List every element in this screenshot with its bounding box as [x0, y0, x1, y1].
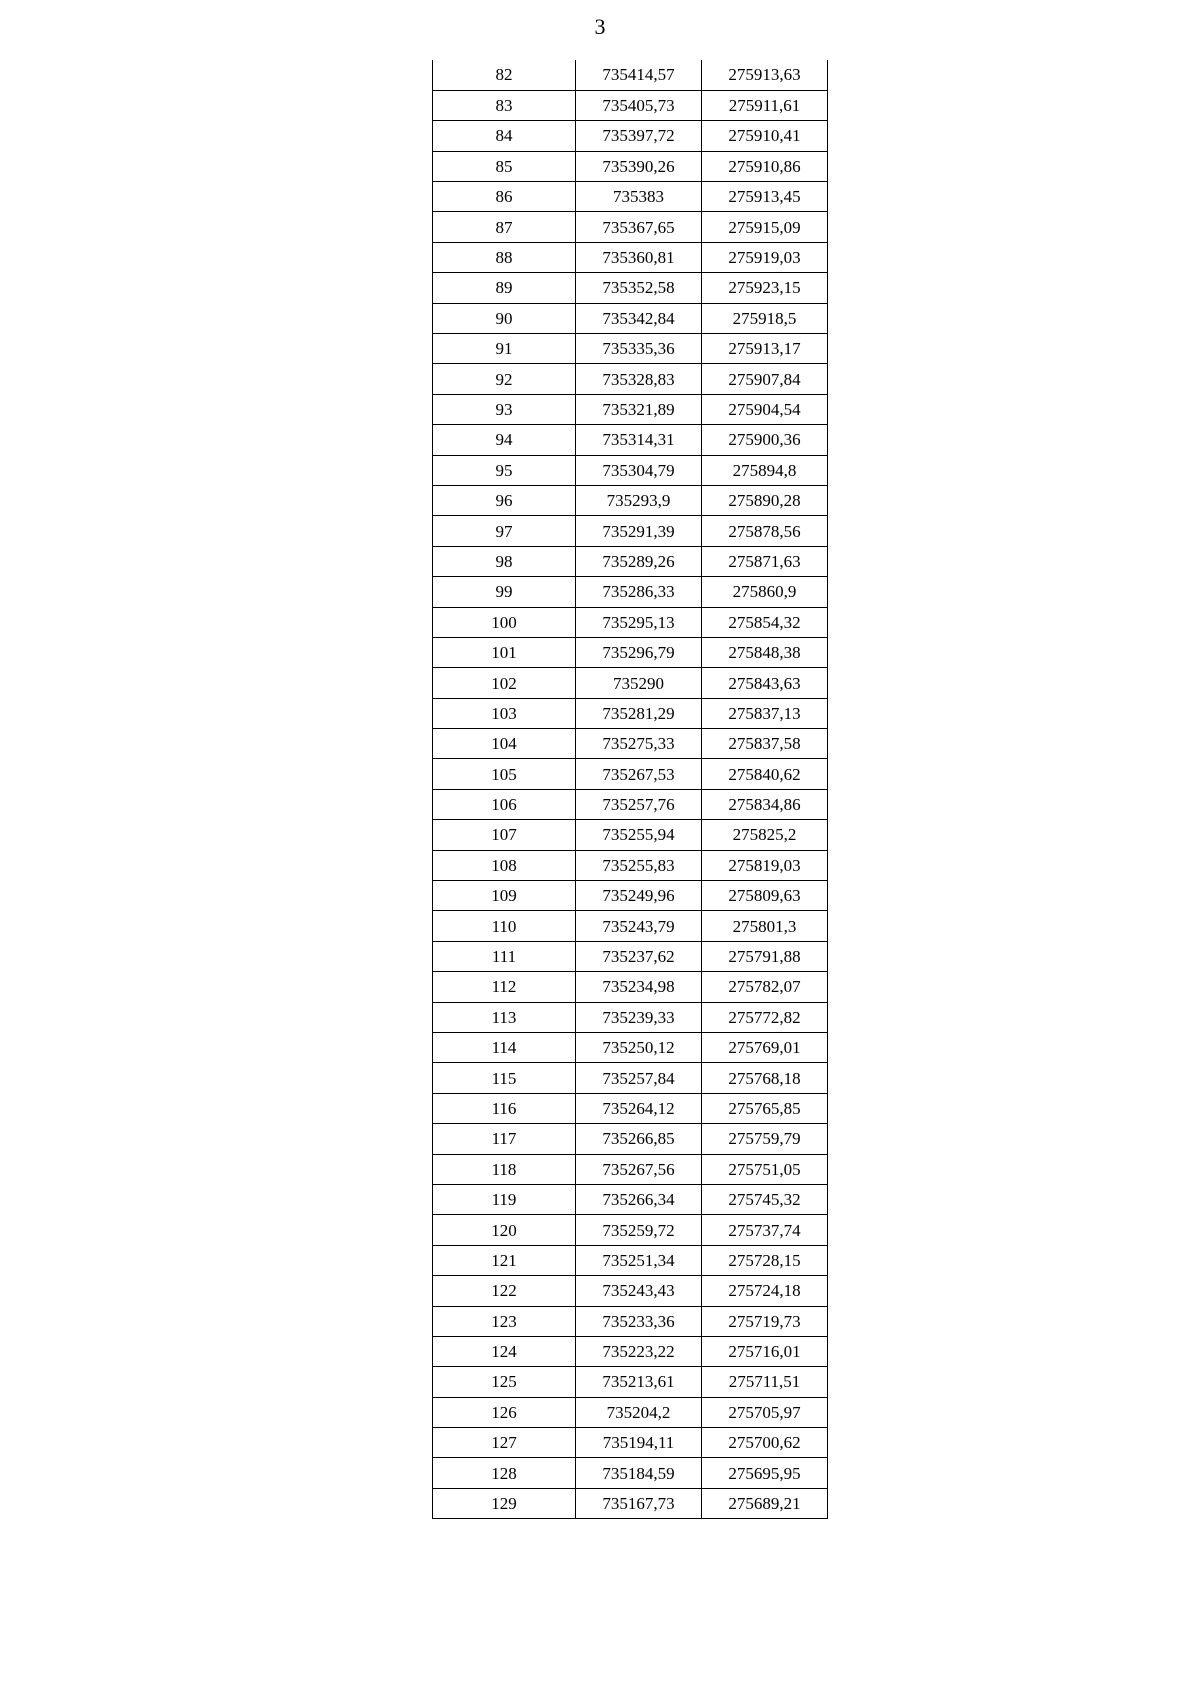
y-coordinate-cell: 275904,54	[702, 394, 828, 424]
x-coordinate-cell: 735390,26	[576, 151, 702, 181]
point-number-cell: 106	[433, 789, 576, 819]
point-number-cell: 110	[433, 911, 576, 941]
point-number-cell: 125	[433, 1367, 576, 1397]
point-number-cell: 126	[433, 1397, 576, 1427]
point-number-cell: 118	[433, 1154, 576, 1184]
point-number-cell: 82	[433, 60, 576, 90]
y-coordinate-cell: 275825,2	[702, 820, 828, 850]
x-coordinate-cell: 735257,76	[576, 789, 702, 819]
y-coordinate-cell: 275765,85	[702, 1093, 828, 1123]
x-coordinate-cell: 735234,98	[576, 972, 702, 1002]
table-row	[433, 1428, 828, 1458]
x-coordinate-cell: 735321,89	[576, 394, 702, 424]
y-coordinate-cell: 275915,09	[702, 212, 828, 242]
point-number-cell: 109	[433, 881, 576, 911]
x-coordinate-cell: 735304,79	[576, 455, 702, 485]
point-number-cell: 101	[433, 637, 576, 667]
point-number-cell: 89	[433, 273, 576, 303]
point-number-cell: 98	[433, 546, 576, 576]
y-coordinate-cell: 275737,74	[702, 1215, 828, 1245]
y-coordinate-cell: 275834,86	[702, 789, 828, 819]
table-row	[433, 151, 828, 181]
y-coordinate-cell: 275913,17	[702, 334, 828, 364]
y-coordinate-cell: 275745,32	[702, 1184, 828, 1214]
y-coordinate-cell: 275716,01	[702, 1336, 828, 1366]
x-coordinate-cell: 735257,84	[576, 1063, 702, 1093]
point-number-cell: 99	[433, 577, 576, 607]
y-coordinate-cell: 275913,63	[702, 60, 828, 90]
table-row	[433, 637, 828, 667]
point-number-cell: 129	[433, 1488, 576, 1518]
y-coordinate-cell: 275854,32	[702, 607, 828, 637]
point-number-cell: 124	[433, 1336, 576, 1366]
point-number-cell: 93	[433, 394, 576, 424]
x-coordinate-cell: 735293,9	[576, 485, 702, 515]
table-row	[433, 911, 828, 941]
table-row	[433, 485, 828, 515]
x-coordinate-cell: 735239,33	[576, 1002, 702, 1032]
x-coordinate-cell: 735286,33	[576, 577, 702, 607]
point-number-cell: 108	[433, 850, 576, 880]
point-number-cell: 114	[433, 1033, 576, 1063]
table-row	[433, 789, 828, 819]
x-coordinate-cell: 735296,79	[576, 637, 702, 667]
y-coordinate-cell: 275910,86	[702, 151, 828, 181]
x-coordinate-cell: 735342,84	[576, 303, 702, 333]
table-row	[433, 820, 828, 850]
y-coordinate-cell: 275819,03	[702, 850, 828, 880]
table-row	[433, 1033, 828, 1063]
y-coordinate-cell: 275705,97	[702, 1397, 828, 1427]
table-row	[433, 1488, 828, 1518]
coordinates-table	[432, 60, 828, 1519]
y-coordinate-cell: 275890,28	[702, 485, 828, 515]
point-number-cell: 103	[433, 698, 576, 728]
table-row	[433, 698, 828, 728]
table-row	[433, 394, 828, 424]
y-coordinate-cell: 275837,13	[702, 698, 828, 728]
point-number-cell: 85	[433, 151, 576, 181]
point-number-cell: 105	[433, 759, 576, 789]
x-coordinate-cell: 735249,96	[576, 881, 702, 911]
point-number-cell: 92	[433, 364, 576, 394]
point-number-cell: 88	[433, 242, 576, 272]
y-coordinate-cell: 275695,95	[702, 1458, 828, 1488]
table-row	[433, 577, 828, 607]
page-number: 3	[594, 14, 606, 39]
table-row	[433, 334, 828, 364]
y-coordinate-cell: 275900,36	[702, 425, 828, 455]
y-coordinate-cell: 275809,63	[702, 881, 828, 911]
x-coordinate-cell: 735167,73	[576, 1488, 702, 1518]
y-coordinate-cell: 275711,51	[702, 1367, 828, 1397]
y-coordinate-cell: 275791,88	[702, 941, 828, 971]
table-row	[433, 364, 828, 394]
table-row	[433, 1367, 828, 1397]
point-number-cell: 116	[433, 1093, 576, 1123]
table-row	[433, 212, 828, 242]
x-coordinate-cell: 735367,65	[576, 212, 702, 242]
x-coordinate-cell: 735360,81	[576, 242, 702, 272]
table-row	[433, 1154, 828, 1184]
y-coordinate-cell: 275894,8	[702, 455, 828, 485]
table-row	[433, 242, 828, 272]
point-number-cell: 111	[433, 941, 576, 971]
coordinates-table-body	[433, 60, 828, 1519]
table-row	[433, 668, 828, 698]
table-row	[433, 60, 828, 90]
x-coordinate-cell: 735290	[576, 668, 702, 698]
table-row	[433, 1124, 828, 1154]
x-coordinate-cell: 735233,36	[576, 1306, 702, 1336]
table-row	[433, 1397, 828, 1427]
table-row	[433, 273, 828, 303]
point-number-cell: 119	[433, 1184, 576, 1214]
point-number-cell: 123	[433, 1306, 576, 1336]
x-coordinate-cell: 735295,13	[576, 607, 702, 637]
table-row	[433, 303, 828, 333]
y-coordinate-cell: 275843,63	[702, 668, 828, 698]
y-coordinate-cell: 275801,3	[702, 911, 828, 941]
point-number-cell: 112	[433, 972, 576, 1002]
table-row	[433, 516, 828, 546]
table-row	[433, 850, 828, 880]
x-coordinate-cell: 735405,73	[576, 90, 702, 120]
table-row	[433, 182, 828, 212]
y-coordinate-cell: 275871,63	[702, 546, 828, 576]
x-coordinate-cell: 735397,72	[576, 121, 702, 151]
point-number-cell: 95	[433, 455, 576, 485]
x-coordinate-cell: 735251,34	[576, 1245, 702, 1275]
x-coordinate-cell: 735255,83	[576, 850, 702, 880]
y-coordinate-cell: 275689,21	[702, 1488, 828, 1518]
y-coordinate-cell: 275724,18	[702, 1276, 828, 1306]
point-number-cell: 87	[433, 212, 576, 242]
table-row	[433, 729, 828, 759]
x-coordinate-cell: 735414,57	[576, 60, 702, 90]
y-coordinate-cell: 275837,58	[702, 729, 828, 759]
x-coordinate-cell: 735275,33	[576, 729, 702, 759]
point-number-cell: 102	[433, 668, 576, 698]
point-number-cell: 113	[433, 1002, 576, 1032]
table-row	[433, 1093, 828, 1123]
point-number-cell: 90	[433, 303, 576, 333]
y-coordinate-cell: 275918,5	[702, 303, 828, 333]
x-coordinate-cell: 735281,29	[576, 698, 702, 728]
y-coordinate-cell: 275728,15	[702, 1245, 828, 1275]
point-number-cell: 127	[433, 1428, 576, 1458]
table-row	[433, 1215, 828, 1245]
point-number-cell: 97	[433, 516, 576, 546]
y-coordinate-cell: 275878,56	[702, 516, 828, 546]
table-row	[433, 1002, 828, 1032]
x-coordinate-cell: 735184,59	[576, 1458, 702, 1488]
point-number-cell: 120	[433, 1215, 576, 1245]
y-coordinate-cell: 275919,03	[702, 242, 828, 272]
table-row	[433, 425, 828, 455]
x-coordinate-cell: 735243,43	[576, 1276, 702, 1306]
point-number-cell: 100	[433, 607, 576, 637]
x-coordinate-cell: 735194,11	[576, 1428, 702, 1458]
point-number-cell: 91	[433, 334, 576, 364]
point-number-cell: 86	[433, 182, 576, 212]
x-coordinate-cell: 735328,83	[576, 364, 702, 394]
y-coordinate-cell: 275913,45	[702, 182, 828, 212]
table-row	[433, 455, 828, 485]
y-coordinate-cell: 275772,82	[702, 1002, 828, 1032]
table-row	[433, 881, 828, 911]
x-coordinate-cell: 735259,72	[576, 1215, 702, 1245]
point-number-cell: 117	[433, 1124, 576, 1154]
y-coordinate-cell: 275923,15	[702, 273, 828, 303]
table-row	[433, 1306, 828, 1336]
table-row	[433, 1063, 828, 1093]
y-coordinate-cell: 275860,9	[702, 577, 828, 607]
point-number-cell: 96	[433, 485, 576, 515]
point-number-cell: 107	[433, 820, 576, 850]
table-row	[433, 1458, 828, 1488]
y-coordinate-cell: 275848,38	[702, 637, 828, 667]
y-coordinate-cell: 275782,07	[702, 972, 828, 1002]
x-coordinate-cell: 735264,12	[576, 1093, 702, 1123]
y-coordinate-cell: 275911,61	[702, 90, 828, 120]
y-coordinate-cell: 275768,18	[702, 1063, 828, 1093]
x-coordinate-cell: 735250,12	[576, 1033, 702, 1063]
table-row	[433, 1336, 828, 1366]
x-coordinate-cell: 735266,85	[576, 1124, 702, 1154]
x-coordinate-cell: 735289,26	[576, 546, 702, 576]
x-coordinate-cell: 735267,53	[576, 759, 702, 789]
table-row	[433, 121, 828, 151]
x-coordinate-cell: 735267,56	[576, 1154, 702, 1184]
x-coordinate-cell: 735291,39	[576, 516, 702, 546]
y-coordinate-cell: 275751,05	[702, 1154, 828, 1184]
y-coordinate-cell: 275759,79	[702, 1124, 828, 1154]
x-coordinate-cell: 735352,58	[576, 273, 702, 303]
point-number-cell: 115	[433, 1063, 576, 1093]
x-coordinate-cell: 735223,22	[576, 1336, 702, 1366]
x-coordinate-cell: 735237,62	[576, 941, 702, 971]
x-coordinate-cell: 735255,94	[576, 820, 702, 850]
table-row	[433, 941, 828, 971]
table-row	[433, 90, 828, 120]
table-row	[433, 1184, 828, 1214]
x-coordinate-cell: 735335,36	[576, 334, 702, 364]
table-row	[433, 607, 828, 637]
point-number-cell: 94	[433, 425, 576, 455]
point-number-cell: 128	[433, 1458, 576, 1488]
x-coordinate-cell: 735383	[576, 182, 702, 212]
x-coordinate-cell: 735243,79	[576, 911, 702, 941]
x-coordinate-cell: 735213,61	[576, 1367, 702, 1397]
y-coordinate-cell: 275769,01	[702, 1033, 828, 1063]
y-coordinate-cell: 275719,73	[702, 1306, 828, 1336]
table-row	[433, 1245, 828, 1275]
y-coordinate-cell: 275700,62	[702, 1428, 828, 1458]
x-coordinate-cell: 735266,34	[576, 1184, 702, 1214]
table-row	[433, 759, 828, 789]
y-coordinate-cell: 275907,84	[702, 364, 828, 394]
point-number-cell: 84	[433, 121, 576, 151]
y-coordinate-cell: 275840,62	[702, 759, 828, 789]
y-coordinate-cell: 275910,41	[702, 121, 828, 151]
point-number-cell: 104	[433, 729, 576, 759]
table-row	[433, 546, 828, 576]
table-row	[433, 972, 828, 1002]
point-number-cell: 83	[433, 90, 576, 120]
point-number-cell: 121	[433, 1245, 576, 1275]
x-coordinate-cell: 735314,31	[576, 425, 702, 455]
point-number-cell: 122	[433, 1276, 576, 1306]
table-row	[433, 1276, 828, 1306]
x-coordinate-cell: 735204,2	[576, 1397, 702, 1427]
